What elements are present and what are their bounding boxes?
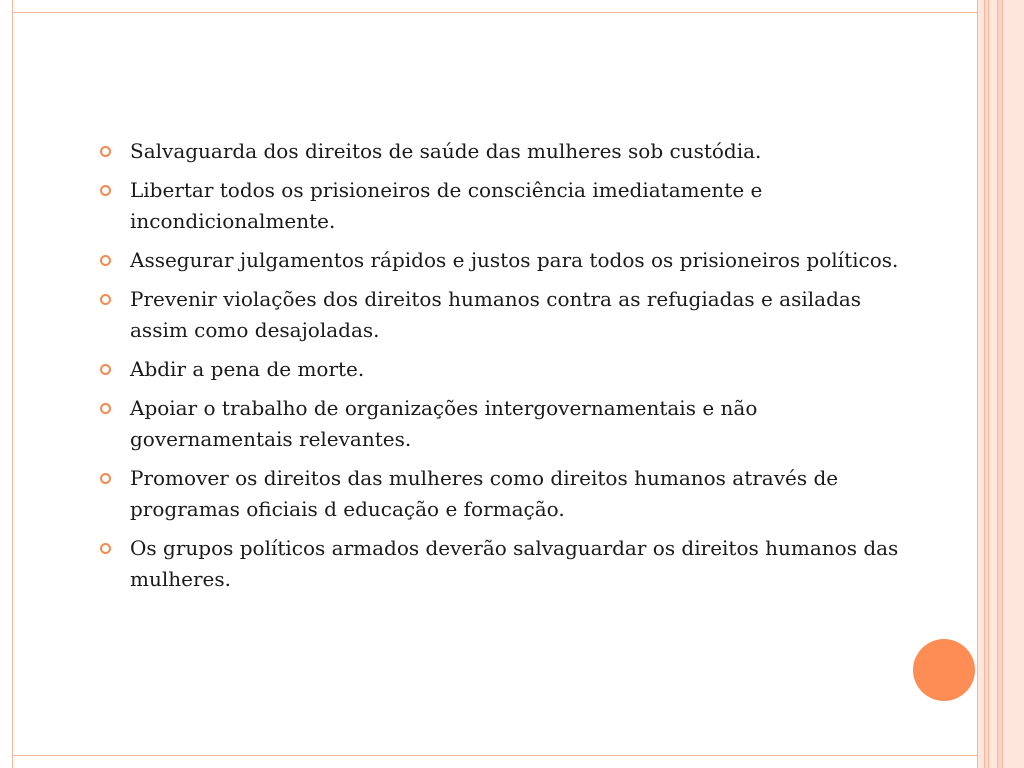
slide-content <box>98 136 920 603</box>
bullet-text: Os grupos políticos armados deverão salvaguardar os direitos humanos das mulheres. <box>130 536 899 591</box>
decorative-stripes <box>977 0 1024 768</box>
bullet-text: Apoiar o trabalho de organizações intergovernamentais e não governamentais relevantes. <box>130 396 758 451</box>
bullet-item <box>98 533 920 595</box>
circle-outline-icon <box>100 403 111 414</box>
frame-bottom-border <box>12 755 977 756</box>
bullet-item <box>98 393 920 455</box>
circle-outline-icon <box>100 255 111 266</box>
circle-outline-icon <box>100 294 111 305</box>
bullet-text: Abdir a pena de morte. <box>130 357 365 381</box>
circle-outline-icon <box>100 473 111 484</box>
bullet-item <box>98 245 920 276</box>
frame-left-border <box>12 0 13 768</box>
bullet-text: Prevenir violações dos direitos humanos contra as refugiadas e asiladas assim como desajoladas. <box>130 287 862 342</box>
bullet-item <box>98 463 920 525</box>
bullet-text: Salvaguarda dos direitos de saúde das mulheres sob custódia. <box>130 139 762 163</box>
bullet-item <box>98 354 920 385</box>
bullet-text: Promover os direitos das mulheres como direitos humanos através de programas oficiais d educação e formação. <box>130 466 839 521</box>
bullet-text: Assegurar julgamentos rápidos e justos para todos os prisioneiros políticos. <box>130 248 899 272</box>
bullet-list <box>98 136 920 595</box>
bullet-item <box>98 175 920 237</box>
frame-top-border <box>12 12 977 13</box>
bullet-item <box>98 284 920 346</box>
circle-outline-icon <box>100 543 111 554</box>
stripe <box>989 0 997 768</box>
bullet-text: Libertar todos os prisioneiros de consciência imediatamente e incondicionalmente. <box>130 178 763 233</box>
stripe <box>1003 0 1024 768</box>
circle-outline-icon <box>100 185 111 196</box>
circle-outline-icon <box>100 146 111 157</box>
decorative-circle <box>913 639 975 701</box>
bullet-item <box>98 136 920 167</box>
circle-outline-icon <box>100 364 111 375</box>
